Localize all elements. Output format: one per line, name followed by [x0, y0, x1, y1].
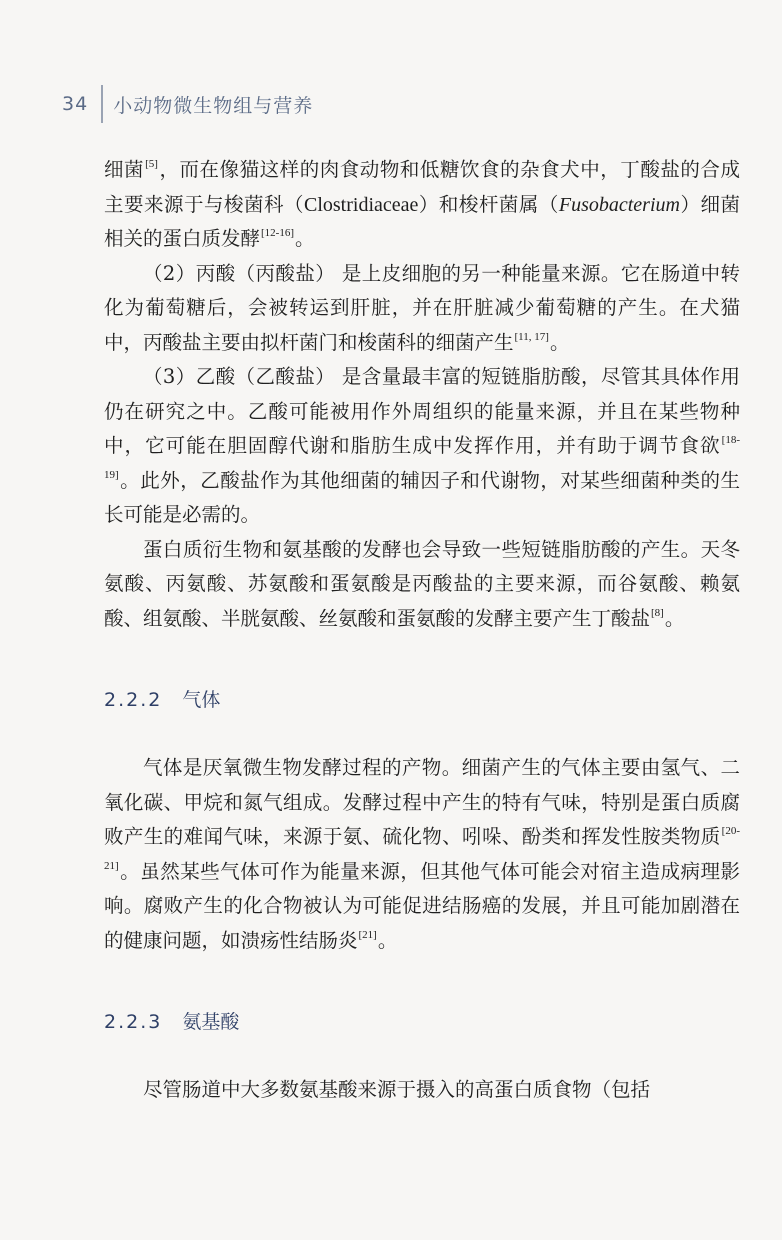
text-run: 气体是厌氧微生物发酵过程的产物。细菌产生的气体主要由氢气、二氧化碳、甲烷和氮气组成。发酵过程中产生的特有气味，特别是蛋白质腐败产生的难闻气味，来源于氨、硫化物、吲哚、酚类和挥发性胺类物质	[104, 756, 740, 848]
text-run: 。	[377, 928, 398, 952]
text-run: 蛋白质衍生物和氨基酸的发酵也会导致一些短链脂肪酸的产生。天冬氨酸、丙氨酸、苏氨酸和蛋氨酸是丙酸盐的主要来源，而谷氨酸、赖氨酸、组氨酸、半胱氨酸、丝氨酸和蛋氨酸的发酵主要产生丁酸盐	[104, 537, 740, 630]
text-run: 细菌	[104, 158, 145, 181]
text-run: （3）乙酸（乙酸盐） 是含量最丰富的短链脂肪酸，尽管其具体作用仍在研究之中。乙酸可能被用作外周组织的能量来源，并且在某些物种中，它可能在胆固醇代谢和脂肪生成中发挥作用，并有助于调节食欲	[104, 365, 740, 457]
citation: [21]	[358, 928, 377, 941]
text-run: 。此外，乙酸盐作为其他细菌的辅因子和代谢物，对某些细菌种类的生长可能是必需的。	[104, 468, 740, 526]
citation: [5]	[145, 158, 158, 170]
section-title: 氨基酸	[182, 1011, 240, 1033]
text-run: 。	[549, 330, 570, 354]
section-title: 气体	[182, 689, 221, 711]
text-run: 尽管肠道中大多数氨基酸来源于摄入的高蛋白质食物（包括	[143, 1078, 651, 1101]
citation: [20-21]	[104, 825, 740, 872]
text-run: 。虽然某些气体可作为能量来源，但其他气体可能会对宿主造成病理影响。腐败产生的化合物被认为可能促进结肠癌的发展，并且可能加剧潜在的健康问题，如溃疡性结肠炎	[104, 859, 740, 952]
section-number: 2.2.2	[104, 689, 163, 711]
latin-term-clostridiaceae: Clostridiaceae	[303, 193, 419, 216]
text-run: 。	[295, 227, 315, 250]
citation: [8]	[651, 606, 664, 619]
text-run: ）细菌相关的蛋白质发酵	[104, 192, 740, 250]
text-run: ，而在像猫这样的肉食动物和低糖饮食的杂食犬中，丁酸盐的合成主要来源于与梭菌科（	[104, 158, 740, 216]
paragraph-acetate	[104, 360, 740, 533]
section-heading-gas	[104, 683, 740, 717]
latin-term-fusobacterium: Fusobacterium	[558, 193, 680, 216]
text-run: ）和梭杆菌属（	[418, 192, 559, 216]
citation: [18-19]	[104, 434, 740, 481]
citation: [12-16]	[261, 227, 295, 239]
page-body	[104, 153, 740, 1108]
text-run: 。	[664, 606, 685, 630]
paragraph-propionate	[104, 257, 740, 361]
paragraph-butyrate-continued	[104, 153, 740, 257]
paragraph-gas	[104, 751, 740, 958]
section-number: 2.2.3	[104, 1011, 163, 1033]
book-title: 小动物微生物组与营养	[113, 94, 314, 117]
header-divider	[101, 85, 103, 123]
text-run: （2）丙酸（丙酸盐） 是上皮细胞的另一种能量来源。它在肠道中转化为葡萄糖后，会被转运到肝脏，并在肝脏减少葡萄糖的产生。在犬猫中，丙酸盐主要由拟杆菌门和梭菌科的细菌产生	[104, 261, 740, 354]
running-head	[62, 84, 313, 124]
section-heading-amino-acids	[104, 1005, 740, 1039]
page-number: 34	[62, 93, 89, 115]
paragraph-amino-acids	[104, 1073, 740, 1108]
paragraph-protein-fermentation	[104, 533, 740, 637]
citation: [11, 17]	[514, 330, 549, 343]
